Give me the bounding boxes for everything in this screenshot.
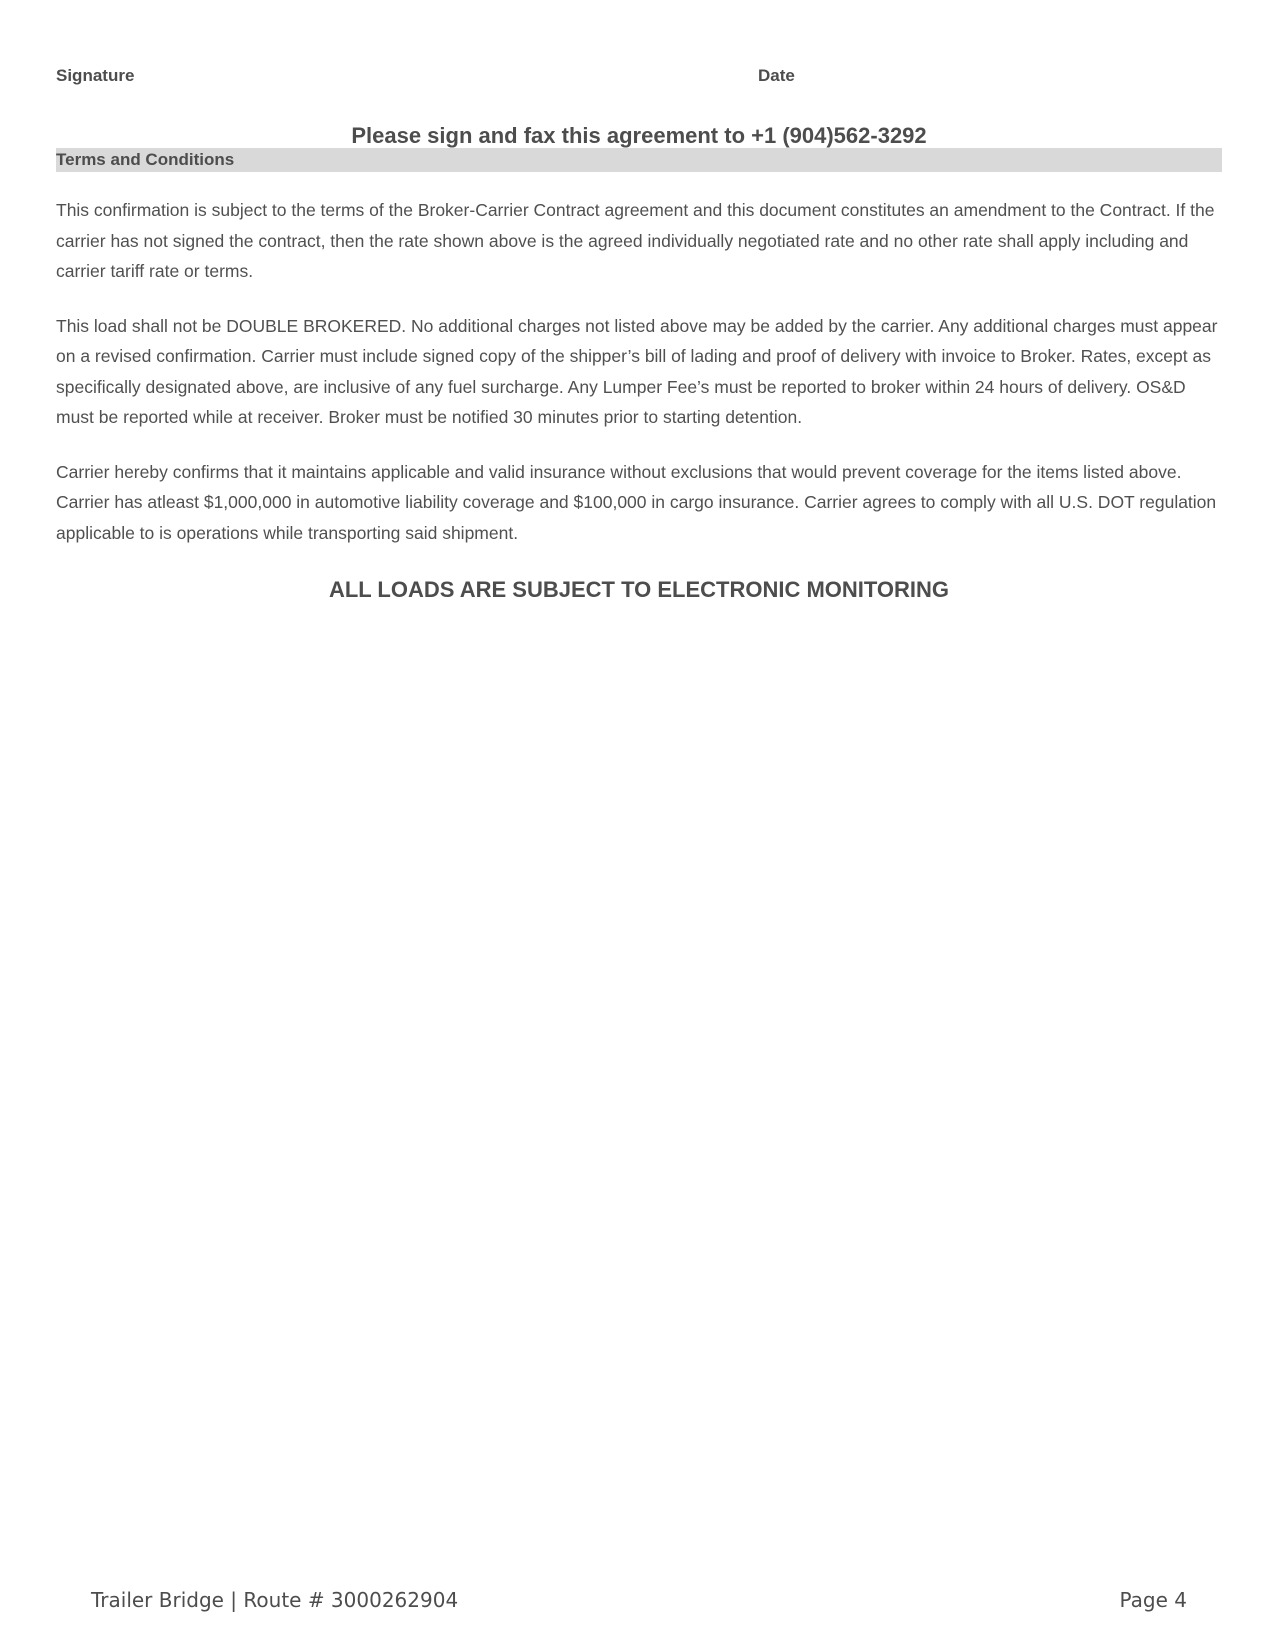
- footer-route: Trailer Bridge | Route # 3000262904: [91, 1588, 459, 1612]
- terms-paragraph-confirmation: This confirmation is subject to the terms of the Broker-Carrier Contract agreement and this document constitutes an amendment to the Contract. If the carrier has not signed the contract, then the rate shown above is the agreed individually negotiated rate and no other rate shall apply including and carrier tariff rate or terms.: [56, 200, 1215, 281]
- terms-heading: Terms and Conditions: [56, 150, 235, 169]
- terms-heading-bar: [56, 148, 1222, 172]
- signature-row: [56, 66, 1222, 88]
- date-label: Date: [758, 66, 795, 85]
- terms-paragraph-brokering: This load shall not be DOUBLE BROKERED. No additional charges not listed above may be added by the carrier. Any additional charges must appear on a revised confirmation. Carrier must include signed copy of the shipper’s bill of lading and proof of delivery with invoice to Broker. Rates, except as specifically designated above, are inclusive of any fuel surcharge. Any Lumper Fee’s must be reported to broker within 24 hours of delivery. OS&D must be reported while at receiver. Broker must be notified 30 minutes prior to starting detention.: [56, 315, 1218, 427]
- fax-instruction: Please sign and fax this agreement to +1 (904)562-3292: [351, 123, 927, 148]
- terms-paragraph-insurance: Carrier hereby confirms that it maintains applicable and valid insurance without exclusions that would prevent coverage for the items listed above. Carrier has atleast $1,000,000 in automotive liability coverage and $100,000 in cargo insurance. Carrier agrees to comply with all U.S. DOT regulation applicable to is operations while transporting said shipment.: [56, 461, 1217, 543]
- terms-body: [56, 195, 1222, 572]
- monitoring-notice: ALL LOADS ARE SUBJECT TO ELECTRONIC MONITORING: [328, 577, 950, 602]
- signature-label: Signature: [56, 66, 135, 85]
- footer-page-number: Page 4: [1119, 1588, 1187, 1612]
